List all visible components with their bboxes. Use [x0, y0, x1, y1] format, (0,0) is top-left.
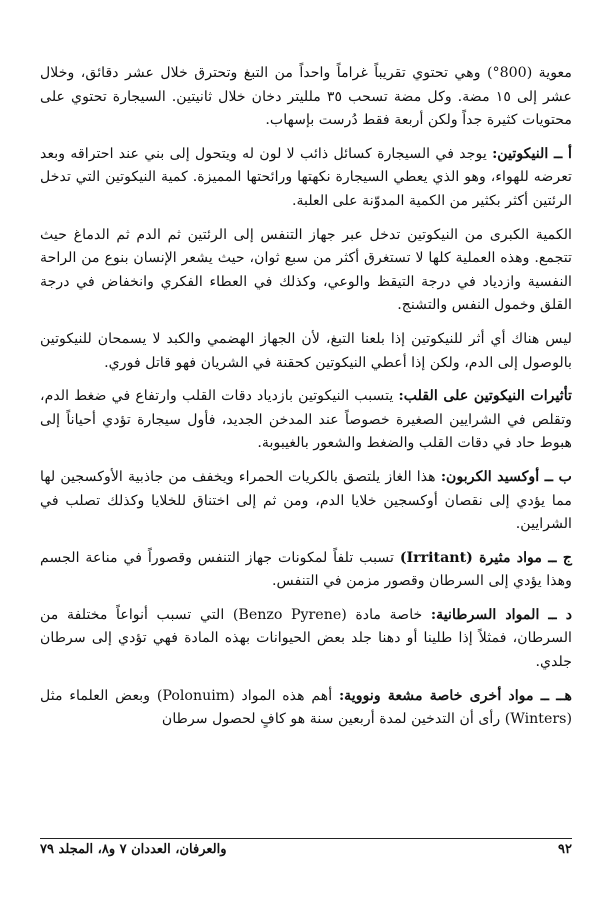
- footer-divider: [40, 838, 572, 839]
- paragraph-text: ليس هناك أي أثر للنيكوتين إذا بلعنا التبغ، لأن الجهاز الهضمي والكبد لا يسمحان للنيكوتين بالوصول إلى الدم، ولكن إذا أعطي النيكوتين كحقنة في الشريان فهو قاتل فوري.: [40, 330, 572, 371]
- paragraph-text: الكمية الكبرى من النيكوتين تدخل عبر جهاز التنفس إلى الرئتين ثم الدم ثم الدماغ حيث تتجمع. وهذه العملية كلها لا تستغرق أكثر من سبع ثوان، حيث يشعر الإنسان بنوع من الراحة النفسية وازدياد في درجة التيقظ والوعي، وكذلك في العطاء الفكري وانخفاض في درجة القلق وخمول النفس والتشنج.: [40, 226, 572, 314]
- paragraph-text: تسبب تلفاً لمكونات جهاز التنفس وقصوراً في مناعة الجسم وهذا يؤدي إلى السرطان وقصور مزمن في التنفس.: [40, 549, 572, 590]
- section-heading: ج ــ مواد مثيرة (Irritant): [399, 549, 572, 566]
- paragraph-text: يتسبب النيكوتين بازدياد دقات القلب وارتفاع في ضغط الدم، وتقلص في الشرايين الصغيرة خصوصاً عند المدخن الجديد، فأول سيجارة تؤدي أحياناً إلى هبوط حاد في دقات القلب والضغط والشعور بالغيبوبة.: [40, 388, 572, 452]
- page-number: ٩٢: [558, 842, 572, 857]
- paragraph: [40, 385, 572, 456]
- page-footer: [40, 842, 572, 857]
- section-heading: تأثيرات النيكوتين على القلب:: [398, 388, 573, 405]
- paragraph-text: خاصة مادة (Benzo Pyrene) التي تسبب أنواعاً مختلفة من السرطان، فمثلاً إذا طلينا أو دهنا جلد بعض الحيوانات بهذه المادة فهي تؤدي إلى سرطان جلدي.: [40, 606, 572, 671]
- section-heading: هــ ــ مواد أخرى خاصة مشعة ونووية:: [338, 687, 573, 704]
- article-body: [40, 62, 572, 732]
- paragraph-text: هذا الغاز يلتصق بالكريات الحمراء ويخفف من جاذبية الأوكسجين لها مما يؤدي إلى نقصان أوكسجين خلايا الدم، ومن ثم إلى اختناق للخلايا وكذلك تصلب في الشرايين.: [40, 468, 572, 533]
- paragraph: [40, 62, 572, 133]
- section-heading: أ ــ النيكوتين:: [492, 145, 572, 162]
- section-heading: ب ــ أوكسيد الكربون:: [440, 468, 572, 485]
- journal-citation: والعرفان، العددان ٧ و٨، المجلد ٧٩: [40, 842, 227, 857]
- paragraph: [40, 466, 572, 537]
- paragraph-text: يوجد في السيجارة كسائل ذائب لا لون له ويتحول إلى بني عند احتراقه وبعد تعرضه للهواء، وهو الذي يعطي السيجارة نكهتها ورائحتها المميزة. كمية النيكوتين التي تدخل الرئتين أكثر بكثير من الكمية المدوّنة على العلبة.: [40, 145, 572, 209]
- paragraph: [40, 328, 572, 375]
- paragraph: [40, 143, 572, 214]
- paragraph: [40, 685, 572, 732]
- paragraph-text: معوية (800°) وهي تحتوي تقريباً غراماً واحداً من التبغ وتحترق خلال عشر دقائق، وخلال عشر إلى ١٥ مضة. وكل مضة تسحب ٣٥ ملليتر دخان خلال ثانيتين. السيجارة تحتوي على محتويات كثيرة جداً ولكن أربعة فقط دُرست بإسهاب.: [40, 65, 572, 129]
- paragraph: [40, 224, 572, 318]
- section-heading: د ــ المواد السرطانية:: [430, 606, 573, 623]
- paragraph: [40, 604, 572, 675]
- paragraph-text: أهم هذه المواد (Polonuim) وبعض العلماء مثل (Winters) رأى أن التدخين لمدة أربعين سنة هو كافٍ لحصول سرطان: [40, 687, 572, 728]
- paragraph: [40, 547, 572, 594]
